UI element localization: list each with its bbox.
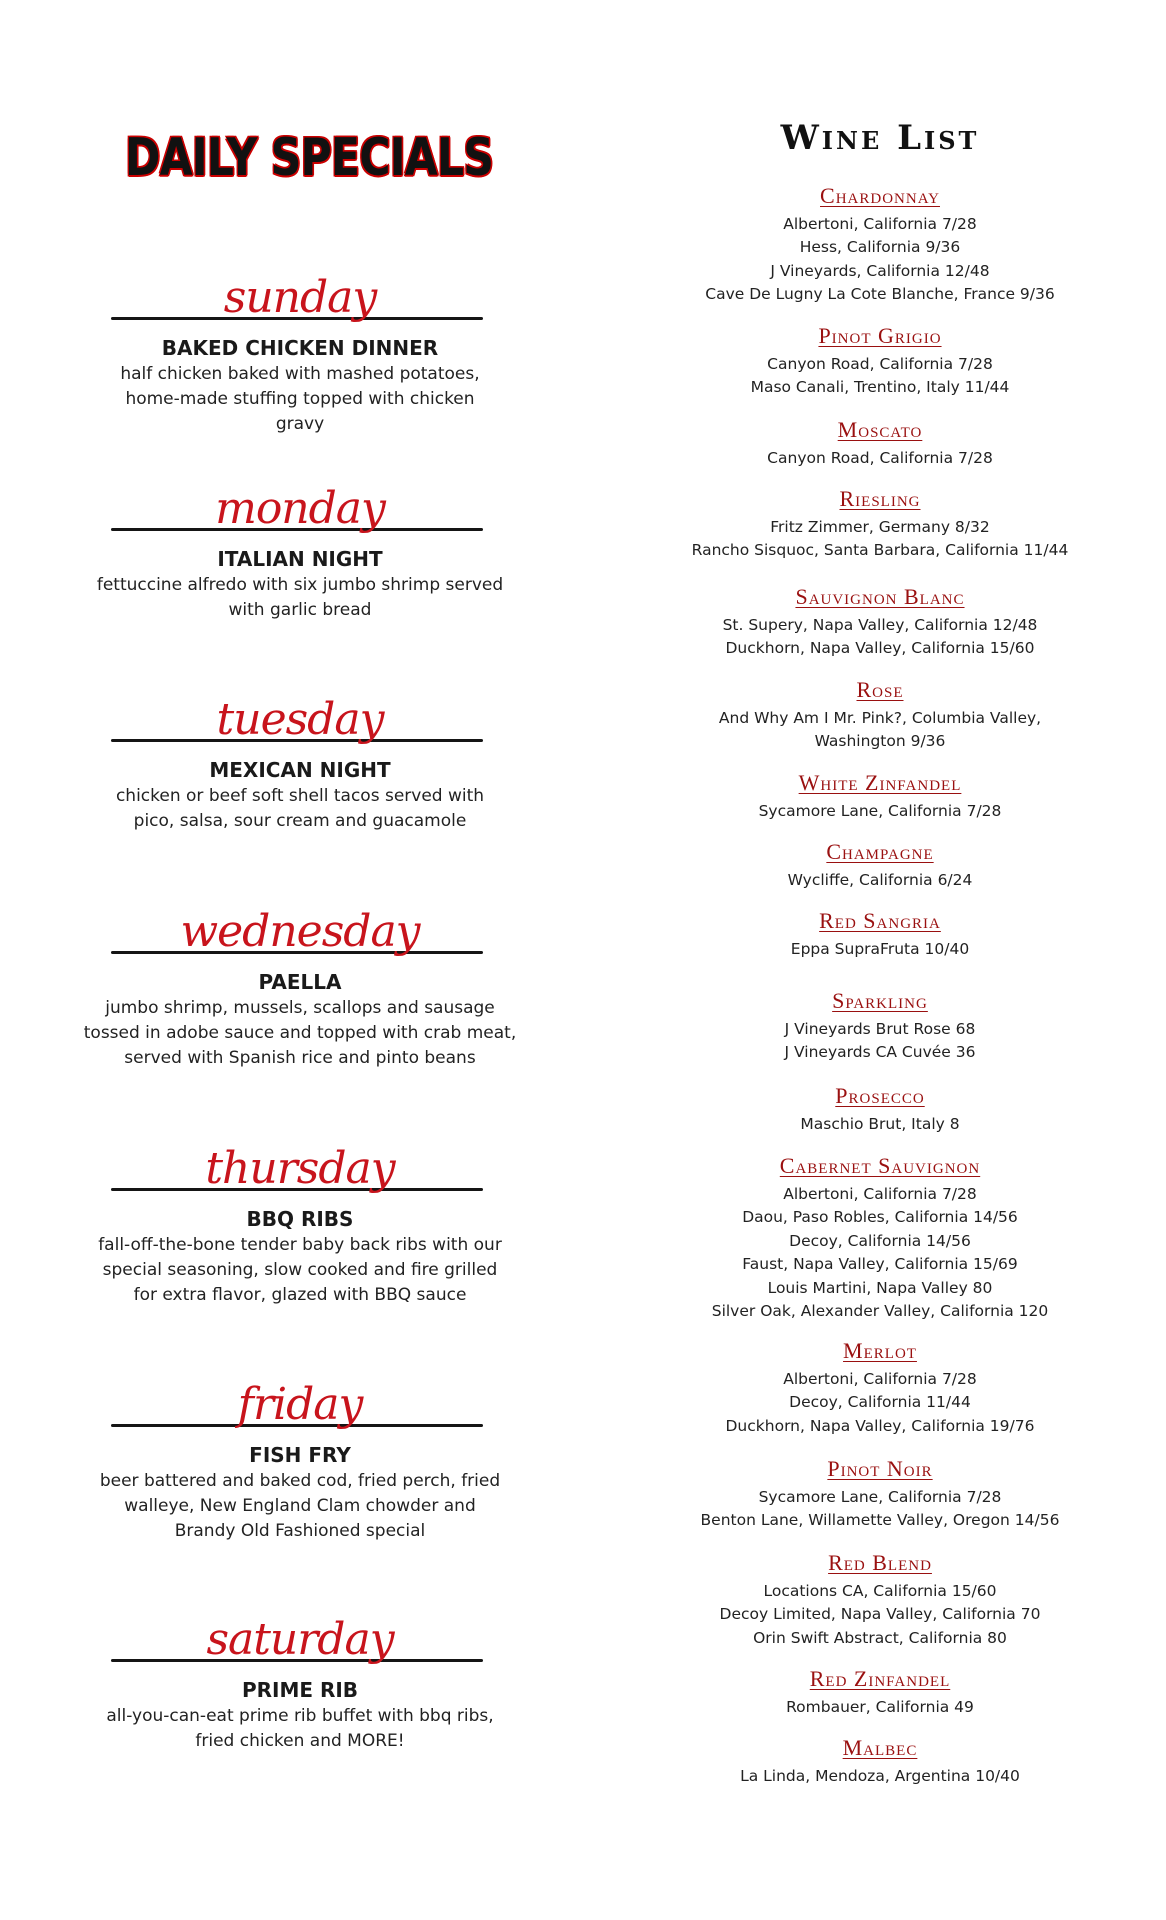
wine-varietal-heading: Red Zinfandel <box>809 1666 951 1691</box>
wine-entry: Benton Lane, Willamette Valley, Oregon 14/56 <box>700 1511 1060 1530</box>
wine-entry: Daou, Paso Robles, California 14/56 <box>742 1208 1018 1227</box>
special-tuesday <box>70 684 530 834</box>
wine-entry: Decoy, California 14/56 <box>789 1231 971 1250</box>
wine-entry: Decoy Limited, Napa Valley, California 70 <box>719 1605 1041 1624</box>
wine-entry: J Vineyards Brut Rose 68 <box>784 1020 976 1038</box>
wine-varietal-heading: Chardonnay <box>820 183 940 208</box>
wine-section-prosecco <box>660 1083 1100 1136</box>
dish-title: MEXICAN NIGHT <box>209 758 391 782</box>
wine-entry: Locations CA, California 15/60 <box>763 1582 997 1600</box>
wine-entry: J Vineyards CA Cuvée 36 <box>784 1043 976 1062</box>
special-saturday <box>70 1604 530 1754</box>
wine-entry: Duckhorn, Napa Valley, California 15/60 <box>725 639 1035 658</box>
wine-varietal-heading: Prosecco <box>835 1083 925 1108</box>
wine-entry: Albertoni, California 7/28 <box>783 1370 977 1388</box>
dish-description: beer battered and baked cod, fried perch, fried walleye, New England Clam chowder and Brandy Old Fashioned special <box>99 1471 501 1541</box>
wine-entry: St. Supery, Napa Valley, California 12/48 <box>722 616 1038 634</box>
dish-description: fall-off-the-bone tender baby back ribs with our special seasoning, slow cooked and fire grilled for extra flavor, glazed with BBQ sauce <box>98 1235 502 1305</box>
wine-varietal-heading: Riesling <box>839 486 921 511</box>
wine-varietal-heading: Pinot Grigio <box>818 323 942 348</box>
special-sunday <box>70 262 530 437</box>
wine-entry: Sycamore Lane, California 7/28 <box>758 802 1002 820</box>
wine-section-riesling <box>660 486 1100 563</box>
dish-title: ITALIAN NIGHT <box>217 547 383 571</box>
day-name: monday <box>215 483 385 534</box>
wine-entry: Decoy, California 11/44 <box>789 1393 971 1412</box>
special-monday <box>70 473 530 623</box>
dish-title: PAELLA <box>258 970 342 994</box>
day-name: saturday <box>206 1614 394 1665</box>
day-name: sunday <box>223 272 377 323</box>
wine-entry: Maschio Brut, Italy 8 <box>800 1115 960 1133</box>
wine-varietal-heading: White Zinfandel <box>798 770 962 795</box>
wine-entry: Fritz Zimmer, Germany 8/32 <box>770 518 990 536</box>
wine-entry: Hess, California 9/36 <box>799 238 961 257</box>
wine-varietal-heading: Sauvignon Blanc <box>795 584 965 609</box>
wine-section-malbec <box>660 1735 1100 1788</box>
wine-varietal-heading: Champagne <box>826 839 934 864</box>
day-header <box>70 262 530 326</box>
dish-description: fettuccine alfredo with six jumbo shrimp served with garlic bread <box>96 575 504 620</box>
wine-entry: Maso Canali, Trentino, Italy 11/44 <box>750 378 1010 397</box>
dish-title: BBQ RIBS <box>246 1207 354 1231</box>
day-name: friday <box>237 1379 363 1430</box>
wine-entry: J Vineyards, California 12/48 <box>770 261 990 280</box>
wine-section-chardonnay <box>660 183 1100 307</box>
day-header <box>70 684 530 748</box>
day-header <box>70 1133 530 1197</box>
dish-description: jumbo shrimp, mussels, scallops and sausage tossed in adobe sauce and topped with crab meat, served with Spanish rice and pinto beans <box>83 998 517 1068</box>
wine-section-red-zinfandel <box>660 1666 1100 1719</box>
dish-title: BAKED CHICKEN DINNER <box>161 336 439 360</box>
dish-title: PRIME RIB <box>241 1678 359 1702</box>
day-name: thursday <box>205 1143 395 1194</box>
wine-entry: Duckhorn, Napa Valley, California 19/76 <box>725 1416 1035 1435</box>
wine-section-white-zinfandel <box>660 770 1100 823</box>
daily-specials-title: DAILY SPECIALS <box>125 128 494 188</box>
dish-description: chicken or beef soft shell tacos served with pico, salsa, sour cream and guacamole <box>115 786 485 831</box>
wine-section-red-blend <box>660 1550 1100 1650</box>
wine-entry: La Linda, Mendoza, Argentina 10/40 <box>740 1767 1020 1785</box>
wine-section-moscato <box>660 417 1100 470</box>
wine-entry: Wycliffe, California 6/24 <box>787 871 973 889</box>
wine-section-sauvignon-blanc <box>660 584 1100 661</box>
wine-entry: Orin Swift Abstract, California 80 <box>753 1628 1007 1647</box>
wine-varietal-heading: Malbec <box>842 1735 918 1760</box>
wine-entry: Cave De Lugny La Cote Blanche, France 9/36 <box>705 285 1055 304</box>
day-header <box>70 473 530 537</box>
wine-entry: Louis Martini, Napa Valley 80 <box>767 1278 993 1297</box>
wine-section-cabernet-sauvignon <box>660 1153 1100 1323</box>
wine-entry: Canyon Road, California 7/28 <box>767 355 993 373</box>
wine-varietal-heading: Red Sangria <box>819 908 941 933</box>
wine-entry: Rancho Sisquoc, Santa Barbara, California 11/44 <box>691 541 1069 560</box>
wine-varietal-heading: Merlot <box>843 1338 917 1363</box>
dish-description: all-you-can-eat prime rib buffet with bbq ribs, fried chicken and MORE! <box>106 1706 494 1751</box>
wine-list-title: Wine List <box>780 118 980 158</box>
wine-varietal-heading: Sparkling <box>832 988 928 1013</box>
wine-section-sparkling <box>660 988 1100 1065</box>
wine-entry: Faust, Napa Valley, California 15/69 <box>742 1255 1018 1274</box>
day-header <box>70 896 530 960</box>
wine-section-champagne <box>660 839 1100 892</box>
wine-varietal-heading: Rose <box>856 677 904 702</box>
wine-section-merlot <box>660 1338 1100 1438</box>
wine-varietal-heading: Pinot Noir <box>827 1456 933 1481</box>
wine-section-pinot-grigio <box>660 323 1100 400</box>
wine-entry: Silver Oak, Alexander Valley, California 120 <box>711 1302 1049 1321</box>
wine-entry: Rombauer, California 49 <box>786 1698 974 1716</box>
day-header <box>70 1604 530 1668</box>
wine-entry: Eppa SupraFruta 10/40 <box>790 940 970 958</box>
wine-entry: Washington 9/36 <box>814 732 946 751</box>
dish-description: half chicken baked with mashed potatoes, home-made stuffing topped with chicken gravy <box>120 364 480 434</box>
wine-entry: Sycamore Lane, California 7/28 <box>758 1488 1002 1506</box>
wine-entry: Albertoni, California 7/28 <box>783 215 977 233</box>
wine-section-red-sangria <box>660 908 1100 961</box>
wine-entry: And Why Am I Mr. Pink?, Columbia Valley, <box>718 709 1042 727</box>
day-header <box>70 1369 530 1433</box>
wine-entry: Canyon Road, California 7/28 <box>767 449 993 467</box>
wine-section-pinot-noir <box>660 1456 1100 1533</box>
wine-varietal-heading: Red Blend <box>828 1550 932 1575</box>
wine-varietal-heading: Moscato <box>837 417 923 442</box>
special-wednesday <box>70 896 530 1071</box>
wine-section-rose <box>660 677 1100 754</box>
wine-entry: Albertoni, California 7/28 <box>783 1185 977 1203</box>
special-thursday <box>70 1133 530 1308</box>
day-name: tuesday <box>216 694 384 745</box>
dish-title: FISH FRY <box>249 1443 351 1467</box>
day-name: wednesday <box>180 906 420 957</box>
wine-varietal-heading: Cabernet Sauvignon <box>779 1153 981 1178</box>
special-friday <box>70 1369 530 1544</box>
